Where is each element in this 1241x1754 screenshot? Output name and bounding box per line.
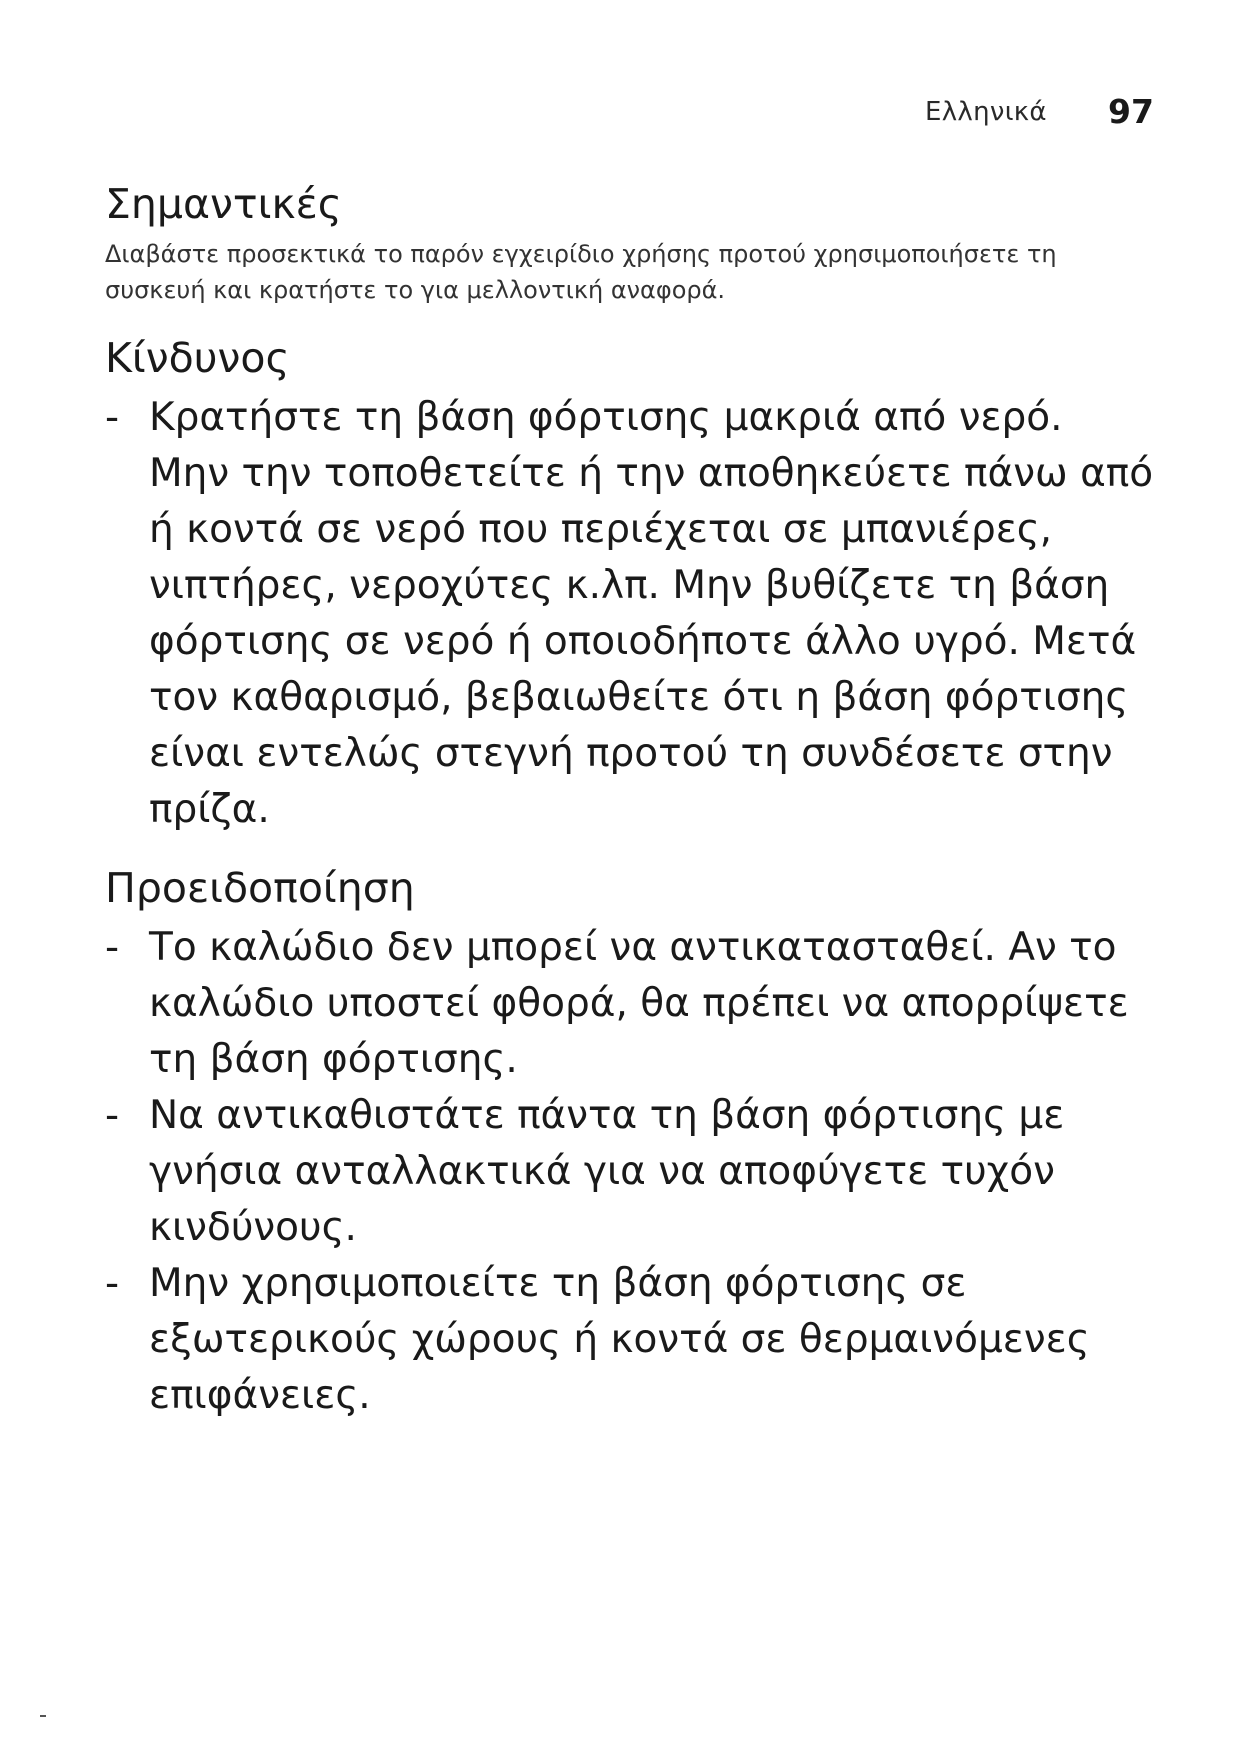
- header-language: Ελληνικά: [925, 97, 1047, 127]
- list-item-text: Το καλώδιο δεν μπορεί να αντικατασταθεί. Αν το καλώδιο υποστεί φθορά, θα πρέπει να απορρίψετε τη βάση φόρτισης.: [149, 925, 1129, 1082]
- important-title: Σημαντικές: [105, 180, 342, 228]
- important-intro: Διαβάστε προσεκτικά το παρόν εγχειρίδιο χρήσης προτού χρησιμοποιήσετε τη συσκευή και κρατήστε το για μελλοντική αναφορά.: [105, 240, 1057, 304]
- warning-list: [105, 920, 1155, 1424]
- list-item-text: Μην χρησιμοποιείτε τη βάση φόρτισης σε εξωτερικούς χώρους ή κοντά σε θερμαινόμενες επιφάνειες.: [149, 1261, 1090, 1418]
- list-item: [105, 920, 1155, 1088]
- warning-title: Προειδοποίηση: [105, 864, 415, 912]
- list-item-text: Κρατήστε τη βάση φόρτισης μακριά από νερό. Μην την τοποθετείτε ή την αποθηκεύετε πάνω από ή κοντά σε νερό που περιέχεται σε μπανιέρες, νιπτήρες, νεροχύτες κ.λπ. Μην βυθίζετε τη βάση φόρτισης σε νερό ή οποιοδήποτε άλλο υγρό. Μετά τον καθαρισμό, βεβαιωθείτε ότι η βάση φόρτισης είναι εντελώς στεγνή προτού τη συνδέσετε στην πρίζα.: [149, 395, 1154, 832]
- list-item: [105, 1256, 1155, 1424]
- page-content: [105, 180, 1155, 1424]
- page-number: 97: [1108, 92, 1154, 131]
- bullet-dash: -: [105, 1261, 120, 1306]
- list-item-text: Να αντικαθιστάτε πάντα τη βάση φόρτισης με γνήσια ανταλλακτικά για να αποφύγετε τυχόν κινδύνους.: [149, 1093, 1065, 1250]
- danger-list: [105, 390, 1155, 838]
- corner-mark: [40, 1715, 46, 1717]
- bullet-dash: -: [105, 1093, 120, 1138]
- list-item: [105, 390, 1155, 838]
- list-item: [105, 1088, 1155, 1256]
- danger-title: Κίνδυνος: [105, 334, 290, 382]
- bullet-dash: -: [105, 395, 120, 440]
- bullet-dash: -: [105, 925, 120, 970]
